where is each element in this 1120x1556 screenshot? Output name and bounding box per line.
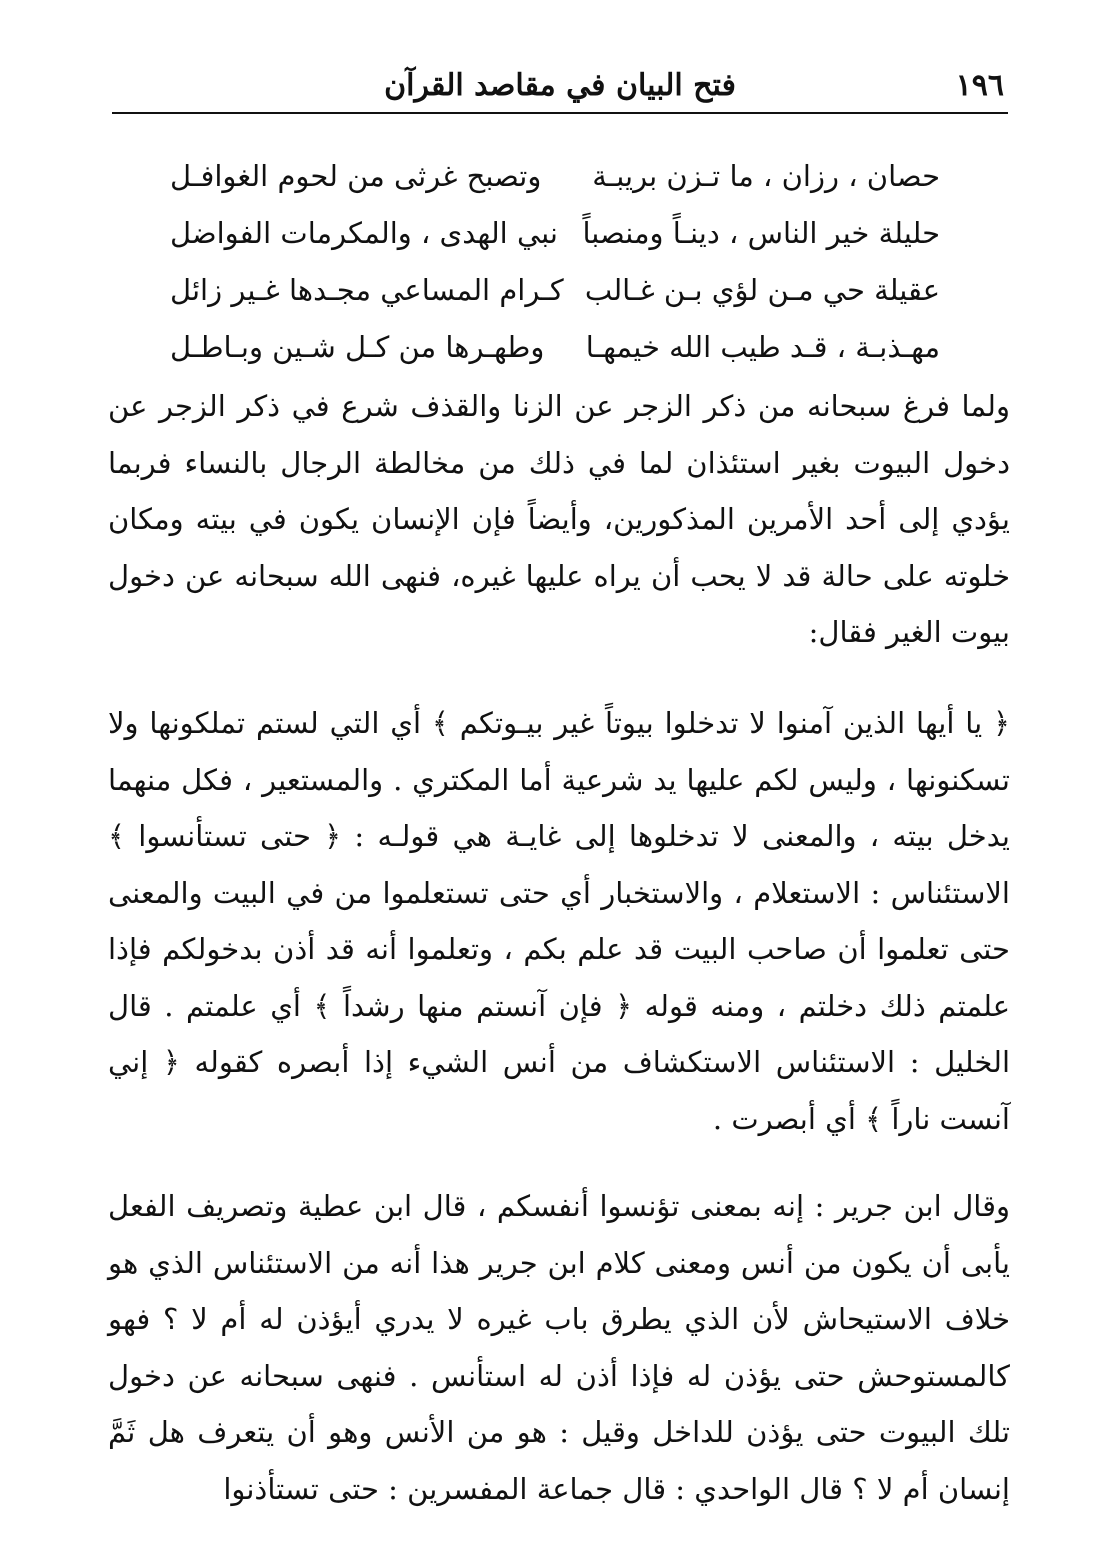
paragraph-verse-commentary: ﴿ يا أيها الذين آمنوا لا تدخلوا بيوتاً غير بيـوتكم ﴾ أي التي لستم تملكونها ولا تسكنونها ، وليس لكم عليها يد شرعية أما المكتري . والمستعير ، فكل منهما يدخل بيته ، والمعنى لا تدخلوها إلى غايـة هي قولـه : ﴿ حتى تستأنسوا ﴾ الاستئناس : الاستعلام ، والاستخبار أي حتى تستعلموا من في البيت والمعنى حتى تعلموا أن صاحب البيت قد علم بكم ، وتعلموا أنه قد أذن بدخولكم فإذا علمتم ذلك دخلتم ، ومنه قوله ﴿ فإن آنستم منها رشداً ﴾ أي علمتم . قال الخليل : الاستئناس الاستكشاف من أنس الشيء إذا أبصره كقوله ﴿ إني آنست ناراً ﴾ أي أبصرت . — [108, 706, 1010, 1136]
running-title: فتح البيان في مقاصد القرآن — [384, 68, 736, 103]
verse-line — [170, 262, 940, 319]
poem-block — [170, 148, 940, 376]
verse-line — [170, 205, 940, 262]
verse-first-hemistich: عقيلة حي مـن لؤي بـن غـالب — [584, 273, 940, 307]
verse-second-hemistich: نبي الهدى ، والمكرمات الفواضل — [170, 216, 558, 250]
verse-first-hemistich: حصان ، رزان ، ما تـزن بريبـة — [592, 159, 940, 193]
paragraph-intro: ولما فرغ سبحانه من ذكر الزجر عن الزنا والقذف شرع في ذكر الزجر عن دخول البيوت بغير استئذان لما في ذلك من مخالطة الرجال بالنساء فربما يؤدي إلى أحد الأمرين المذكورين، وأيضاً فإن الإنسان يكون في بيته ومكان خلوته على حالة قد لا يحب أن يراه عليها غيره، فنهى الله سبحانه عن دخول بيوت الغير فقال: — [108, 389, 1010, 649]
page-number: ١٩٦ — [955, 68, 1004, 103]
verse-line — [170, 319, 940, 376]
verse-second-hemistich: وتصبح غرثى من لحوم الغوافـل — [170, 159, 542, 193]
verse-first-hemistich: حليلة خير الناس ، دينـاً ومنصباً — [582, 216, 940, 250]
verse-second-hemistich: وطهـرها من كـل شـين وبـاطـل — [170, 330, 545, 364]
verse-second-hemistich: كـرام المساعي مجـدها غـير زائل — [170, 273, 564, 307]
page-header — [112, 62, 1008, 114]
verse-first-hemistich: مهـذبـة ، قـد طيب الله خيمهـا — [585, 330, 940, 364]
verse-line — [170, 148, 940, 205]
paragraph-ibn-jarir: وقال ابن جرير : إنه بمعنى تؤنسوا أنفسكم ، قال ابن عطية وتصريف الفعل يأبى أن يكون من أنس ومعنى كلام ابن جرير هذا أنه من الاستئناس الذي هو خلاف الاستيحاش لأن الذي يطرق باب غيره لا يدري أيؤذن له أم لا ؟ فهو كالمستوحش حتى يؤذن له فإذا أذن له استأنس . فنهى سبحانه عن دخول تلك البيوت حتى يؤذن للداخل وقيل : هو من الأنس وهو أن يتعرف هل ثَمَّ إنسان أم لا ؟ قال الواحدي : قال جماعة المفسرين : حتى تستأذنوا — [108, 1189, 1010, 1506]
